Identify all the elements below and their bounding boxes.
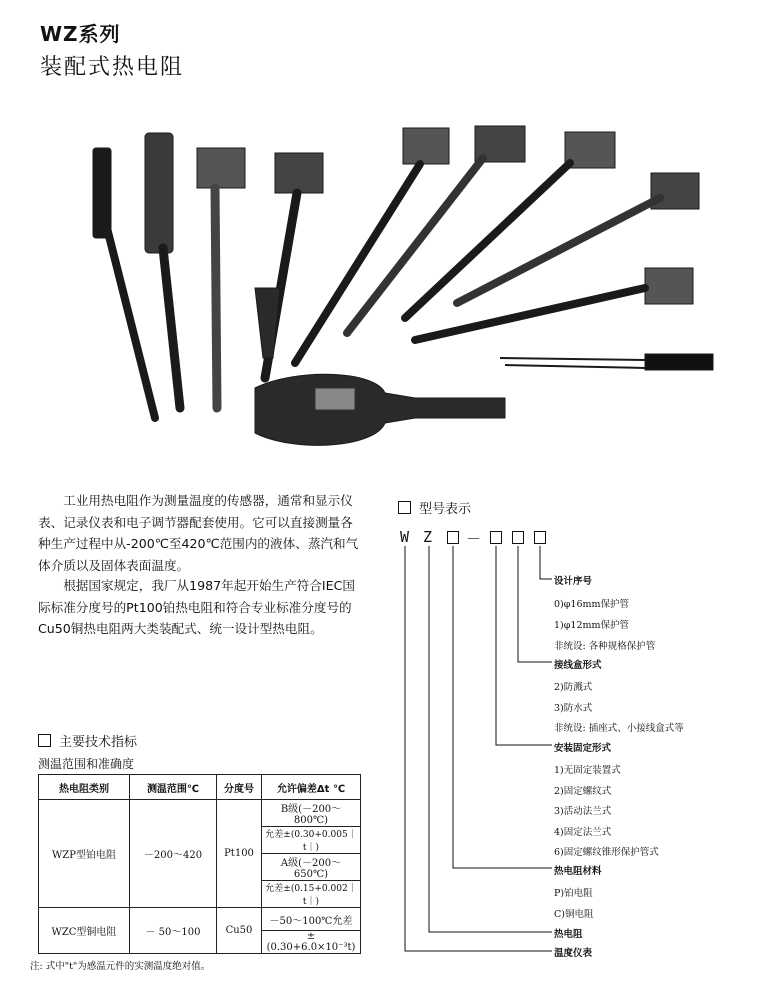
model-connector-lines (395, 546, 555, 958)
spec-table (38, 774, 361, 954)
label-instrument: 温度仪表 (554, 948, 593, 959)
wzc-index: Cu50 (217, 908, 262, 954)
code-w: W (400, 528, 410, 546)
label-m6: 6)固定螺纹锥形保护管式 (554, 847, 659, 858)
wzc-tol2: ±(0.30+6.0×10⁻³t) (262, 931, 361, 954)
model-heading-label: 型号表示 (419, 502, 472, 517)
label-box: 接线盒形式 (554, 660, 602, 671)
label-material: 热电阻材料 (554, 866, 602, 877)
wzc-type: WZC型铜电阻 (39, 908, 130, 954)
intro-paragraph-1: 工业用热电阻作为测量温度的传感器，通常和显示仪表、记录仪表和电子调节器配套使用。它可以直接测量各种生产过程中从-200℃至420℃范围内的液体、蒸汽和气体介质以及固体表面温度。 (38, 493, 359, 573)
square-icon (38, 734, 51, 747)
label-rtd: 热电阻 (554, 929, 583, 940)
code-z: Z (423, 528, 433, 546)
wzp-index: Pt100 (217, 800, 262, 908)
wzc-tol1: －50～100℃允差 (262, 908, 361, 931)
intro-paragraph-2: 根据国家规定，我厂从1987年起开始生产符合IEC国际标准分度号的Pt100铂热电阻和符合专业标准分度号的Cu50铜热电阻两大类装配式、统一设计型热电阻。 (38, 578, 355, 636)
col-header-range: 测温范围℃ (130, 775, 217, 800)
wzp-a-tol: 允差±(0.15+0.002｜t｜) (262, 881, 361, 908)
code-box-design (534, 531, 546, 544)
wzp-a-range: A级(－200～650℃) (262, 854, 361, 881)
product-photo (85, 118, 725, 458)
label-bn: 非统设: 插座式、小接线盒式等 (554, 723, 684, 734)
col-header-tolerance: 允许偏差Δt ℃ (262, 775, 361, 800)
table-row (39, 908, 361, 931)
label-mp: P)铂电阻 (554, 888, 593, 899)
label-m4: 4)固定法兰式 (554, 827, 612, 838)
code-box-material (447, 531, 459, 544)
wzp-type: WZP型铂电阻 (39, 800, 130, 908)
label-mount: 安装固定形式 (554, 743, 612, 754)
table-row (39, 800, 361, 827)
label-m3: 3)活动法兰式 (554, 806, 612, 817)
col-header-type: 热电阻类别 (39, 775, 130, 800)
label-dn: 非统设: 各种规格保护管 (554, 641, 656, 652)
square-icon (398, 501, 411, 514)
wzp-b-tol: 允差±(0.30+0.005｜t｜) (262, 827, 361, 854)
product-title: 装配式热电阻 (40, 55, 185, 80)
label-design: 设计序号 (554, 576, 593, 587)
label-b3: 3)防水式 (554, 703, 593, 714)
specs-heading (38, 731, 137, 750)
label-m2: 2)固定螺纹式 (554, 786, 612, 797)
series-title: WZ系列 (40, 22, 121, 46)
wzc-range: － 50～100 (130, 908, 217, 954)
wzp-b-range: B级(－200～800℃) (262, 800, 361, 827)
col-header-index: 分度号 (217, 775, 262, 800)
label-d0: 0)φ16mm保护管 (554, 599, 630, 610)
table-header-row (39, 775, 361, 800)
model-heading (398, 498, 471, 517)
table-note: 注: 式中"t"为感温元件的实测温度绝对值。 (30, 961, 211, 972)
code-dash: － (466, 530, 482, 548)
label-d1: 1)φ12mm保护管 (554, 620, 630, 631)
specs-subheading: 测温范围和准确度 (38, 757, 135, 771)
label-m1: 1)无固定装置式 (554, 765, 621, 776)
code-box-box (512, 531, 524, 544)
label-b2: 2)防溅式 (554, 682, 593, 693)
wzp-range: －200～420 (130, 800, 217, 908)
specs-heading-label: 主要技术指标 (59, 735, 138, 750)
code-box-mount (490, 531, 502, 544)
label-mc: C)铜电阻 (554, 909, 594, 920)
